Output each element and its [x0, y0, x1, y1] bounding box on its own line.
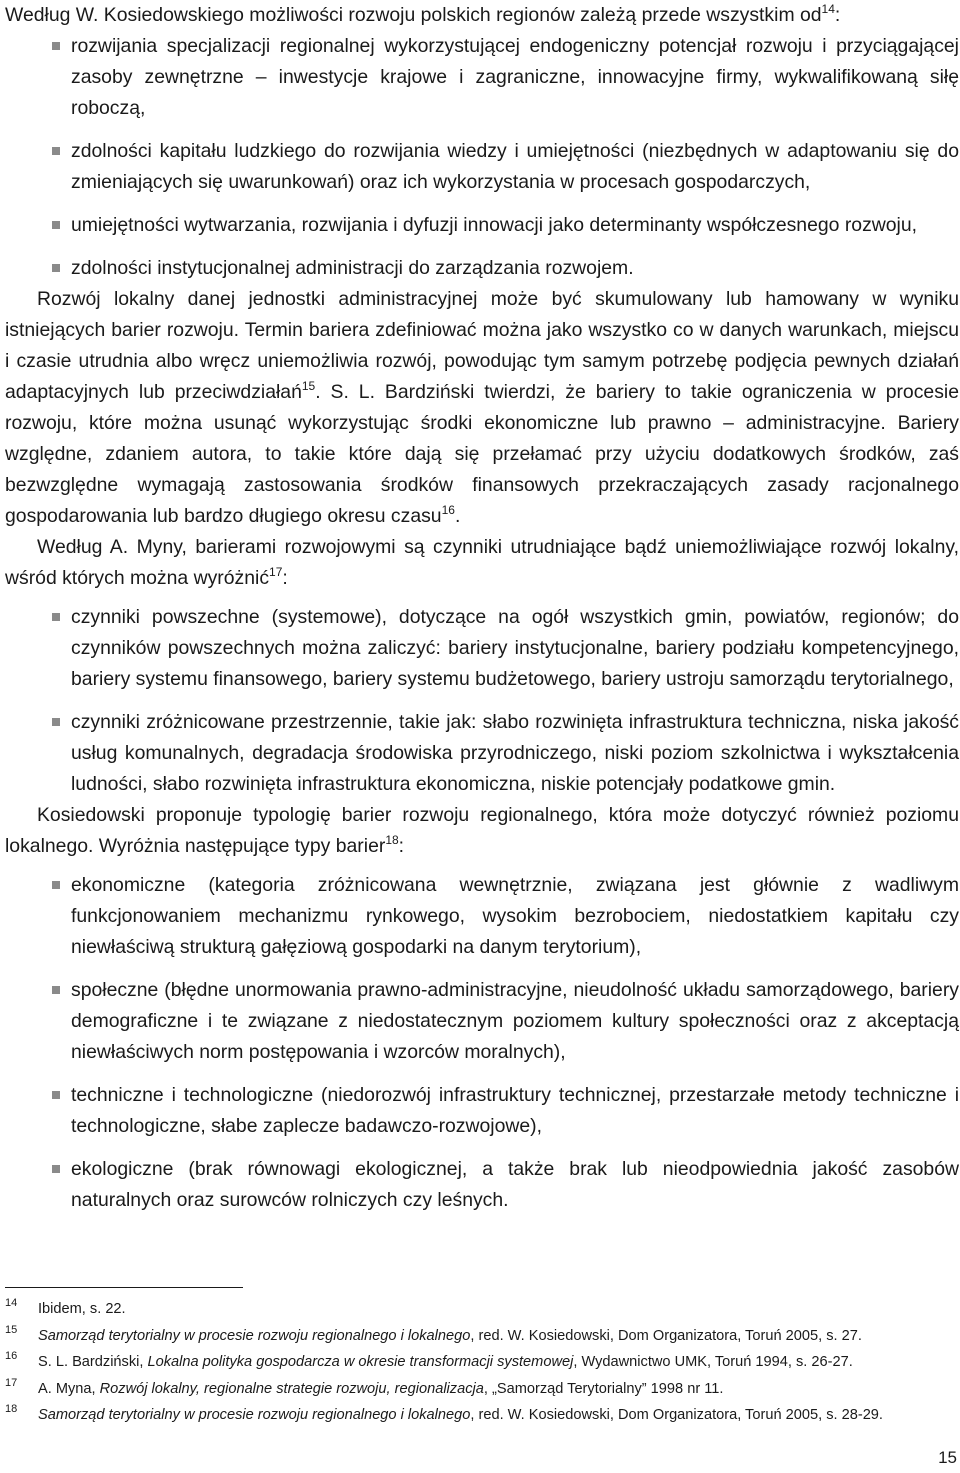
factors-list: [5, 602, 959, 800]
list-item: czynniki zróżnicowane przestrzennie, takie jak: słabo rozwinięta infrastruktura techniczna, niska jakość usług komunalnych, degradacja środowiska przyrodniczego, niski poziom szkolnictwa i wykształcenia ludności, słabo rozwinięta infrastruktura ekonomiczna, niskie potencjały podatkowe gmin.: [5, 707, 959, 800]
paragraph-barriers: Rozwój lokalny danej jednostki administracyjnej może być skumulowany lub hamowany w wyniku istniejących barier rozwoju. Termin bariera zdefiniować można jako wszystko co w danych warunkach, miejscu i czasie utrudnia albo wręcz uniemożliwia rozwój, powodując tym samym potrzebę podjęcia pewnych działań adaptacyjnych lub przeciwdziałań$^{15}$. S. L. Bardziński twierdzi, że bariery to takie ograniczenia w procesie rozwoju, które można usunąć wykorzystując środki ekonomiczne lub prawno – administracyjne. Bariery względne, zdaniem autora, to takie które dają się przełamać przy użyciu dodatkowych środków, zaś bezwzględne wymagają zastosowania środków finansowych przekraczających zasady racjonalnego gospodarowania lub bardzo długiego okresu czasu$^{16}$.: [5, 288, 959, 527]
list-item: ekonomiczne (kategoria zróżnicowana wewnętrznie, związana jest głównie z wadliwym funkcjonowaniem mechanizmu rynkowego, wysokim bezrobociem, niedostatkiem kapitału czy niewłaściwą strukturą gałęziową gospodarki na danym terytorium),: [5, 870, 959, 963]
footnote-ref[interactable]: 16: [441, 503, 455, 517]
square-bullet-icon: [52, 42, 60, 50]
main-text: [5, 0, 959, 1216]
list-item: rozwijania specjalizacji regionalnej wykorzystującej endogeniczny potencjał rozwoju i przyciągającej zasoby zewnętrzne – inwestycje krajowe i zagraniczne, innowacyjne firmy, wykwalifikowaną siłę roboczą,: [5, 31, 959, 124]
paragraph-text: Według W. Kosiedowskiego możliwości rozwoju polskich regionów zależą przede wszystkim od: [5, 4, 822, 26]
list-item: zdolności kapitału ludzkiego do rozwijania wiedzy i umiejętności (niezbędnych w adaptowaniu się do zmieniających się uwarunkowań) oraz ich wykorzystania w procesach gospodarczych,: [5, 136, 959, 198]
square-bullet-icon: [52, 718, 60, 726]
paragraph-intro: Według W. Kosiedowskiego możliwości rozwoju polskich regionów zależą przede wszystkim $od^{14}$:: [5, 2, 841, 26]
list-item: ekologiczne (brak równowagi ekologicznej, a także brak lub nieodpowiednia jakość zasobów naturalnych oraz surowców rolniczych czy leśnych.: [5, 1154, 959, 1216]
square-bullet-icon: [52, 221, 60, 229]
barrier-types-list: [5, 870, 959, 1216]
footnote: 14 Ibidem, s. 22.: [5, 1297, 126, 1317]
footnote: 16 S. L. Bardziński, Lokalna polityka gospodarcza w okresie transformacji systemowej, Wydawnictwo UMK, Toruń 1994, s. 26-27.: [5, 1350, 853, 1370]
footnote: 18 Samorząd terytorialny w procesie rozwoju regionalnego i lokalnego, red. W. Kosiedowski, Dom Organizatora, Toruń 2005, s. 28-29.: [5, 1403, 883, 1423]
square-bullet-icon: [52, 986, 60, 994]
opportunities-list: [5, 31, 959, 284]
square-bullet-icon: [52, 1165, 60, 1173]
paragraph-myna: Według A. Myny, barierami rozwojowymi są czynniki utrudniające bądź uniemożliwiające rozwój lokalny, wśród których można wyróżnić$^{17}$:: [5, 536, 959, 589]
square-bullet-icon: [52, 264, 60, 272]
list-item: techniczne i technologiczne (niedorozwój infrastruktury technicznej, przestarzałe metody techniczne i technologiczne, słabe zaplecze badawczo-rozwojowe),: [5, 1080, 959, 1142]
footnotes: [5, 1296, 959, 1429]
list-item: zdolności instytucjonalnej administracji do zarządzania rozwojem.: [5, 253, 959, 284]
footnote-ref[interactable]: 15: [301, 379, 316, 393]
footnote-divider: [5, 1287, 243, 1288]
list-item: społeczne (błędne unormowania prawno-administracyjne, nieudolność układu samorządowego, bariery demograficzne i te związane z niedostatecznym poziomem kultury społeczności oraz z akceptacją niewłaściwych norm postępowania i wzorców moralnych),: [5, 975, 959, 1068]
square-bullet-icon: [52, 1091, 60, 1099]
footnote-ref[interactable]: 18: [385, 833, 399, 847]
footnote: 17 A. Myna, Rozwój lokalny, regionalne strategie rozwoju, regionalizacja, „Samorząd Terytorialny” 1998 nr 11.: [5, 1376, 724, 1397]
square-bullet-icon: [52, 613, 60, 621]
page-number: 15: [938, 1448, 957, 1467]
footnote: 15 Samorząd terytorialny w procesie rozwoju regionalnego i lokalnego, red. W. Kosiedowski, Dom Organizatora, Toruń 2005, s. 27.: [5, 1323, 862, 1344]
footnote-ref[interactable]: 14: [821, 2, 835, 16]
list-item: umiejętności wytwarzania, rozwijania i dyfuzji innowacji jako determinanty współczesnego rozwoju,: [5, 210, 959, 241]
square-bullet-icon: [52, 881, 60, 889]
list-item: czynniki powszechne (systemowe), dotyczące na ogół wszystkich gmin, powiatów, regionów; do czynników powszechnych można zaliczyć: bariery instytucjonalne, bariery podziału kompetencyjnego, bariery systemu finansowego, bariery systemu budżetowego, bariery ustroju samorządu terytorialnego,: [5, 602, 959, 695]
footnote-ref[interactable]: 17: [269, 565, 283, 579]
paragraph-typology: Kosiedowski proponuje typologię barier rozwoju regionalnego, która może dotyczyć również poziomu lokalnego. Wyróżnia następujące typy barier$^{18}$:: [5, 804, 959, 857]
square-bullet-icon: [52, 147, 60, 155]
